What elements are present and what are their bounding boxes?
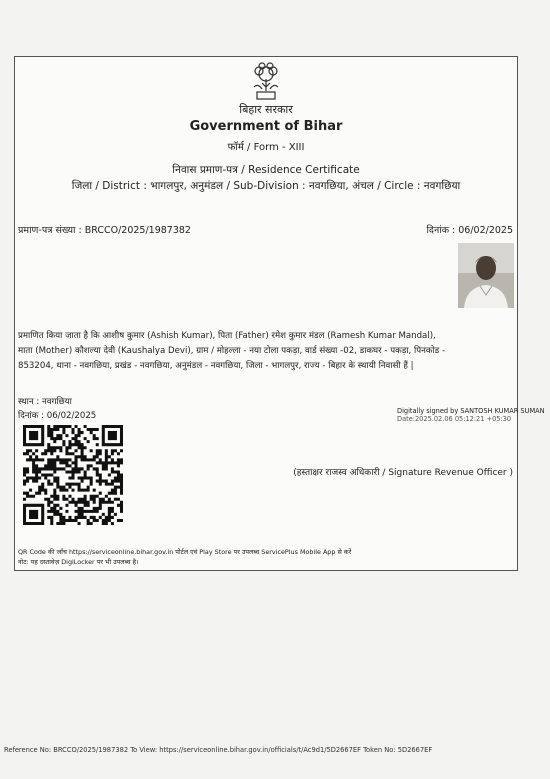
applicant-photo: [458, 243, 514, 308]
digital-signature-name: Digitally signed by SANTOSH KUMAR SUMAN: [397, 407, 545, 415]
qr-verification-note: QR Code की जाँच https://serviceonline.bihar.gov.in पोर्टल एवं Play Store पर उपलब्ध ServicePlus Mobile App से करें: [18, 548, 352, 556]
form-number: फॉर्म / Form - XIII: [227, 142, 305, 153]
certificate-sheet: [14, 56, 545, 571]
certificate-body: [18, 329, 516, 374]
reference-footer: Reference No: BRCCO/2025/1987382 To View: https://serviceonline.bihar.gov.in/officials/t/Ac9d1/5D2667EF Token No: 5D2667EF: [4, 746, 433, 754]
certificate-title: निवास प्रमाण-पत्र / Residence Certificate: [172, 164, 360, 176]
body-line: 853204, थाना - नवगछिया, प्रखंड - नवगछिया, अनुमंडल - नवगछिया, जिला - भागलपुर, राज्य - बिहार के स्थायी निवासी हैं |: [18, 361, 414, 371]
digital-signature-date: Date:2025.02.06 05:12:21 +05:30: [397, 415, 512, 423]
government-hindi-title: बिहार सरकार: [239, 103, 293, 116]
bihar-emblem-icon: [248, 61, 284, 101]
certificate-date: दिनांक : 06/02/2025: [426, 225, 513, 236]
signatory-label: (हस्ताक्षर राजस्व अधिकारी / Signature Revenue Officer ): [293, 468, 513, 478]
certificate-number: प्रमाण-पत्र संख्या : BRCCO/2025/1987382: [18, 225, 191, 236]
district-line: जिला / District : भागलपुर, अनुमंडल / Sub-Division : नवगछिया, अंचल / Circle : नवगछिया: [71, 180, 461, 192]
issue-date: दिनांक : 06/02/2025: [18, 411, 97, 421]
government-title: Government of Bihar: [189, 119, 343, 134]
digilocker-note: नोट: यह दस्तावेज़ DigiLocker पर भी उपलब्ध है।: [18, 558, 139, 566]
body-line: प्रमाणित किया जाता है कि आशीष कुमार (Ashish Kumar), पिता (Father) रमेश कुमार मंडल (Ramesh Kumar Mandal),: [18, 331, 436, 341]
qr-code: [23, 425, 123, 525]
issue-place: स्थान : नवगछिया: [18, 397, 72, 407]
body-line: माता (Mother) कौशल्या देवी (Kaushalya Devi), ग्राम / मोहल्ला - नया टोला पकड़ा, वार्ड संख्या -02, डाकघर - पकड़ा, पिनकोड -: [18, 346, 446, 356]
